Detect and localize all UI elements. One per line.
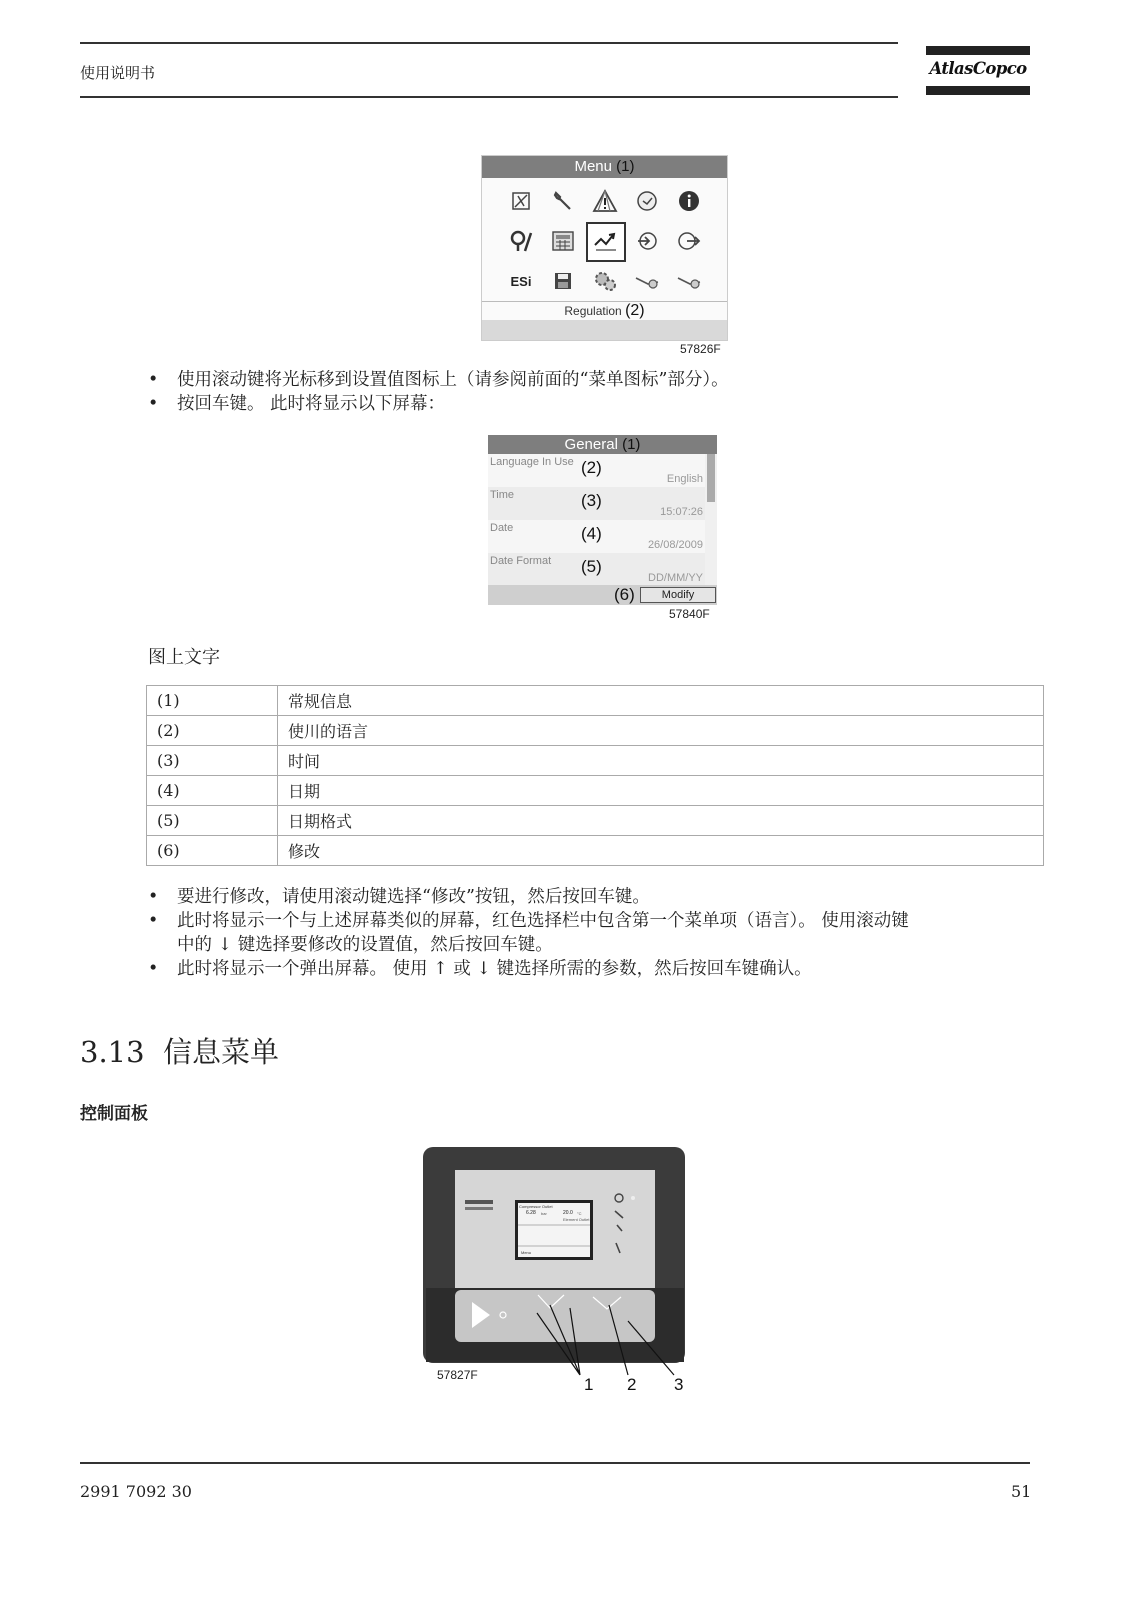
general-figure-code: 57840F xyxy=(669,607,710,621)
panel-screen-unit-1: bar xyxy=(541,1211,547,1216)
header-title: 使用说明书 xyxy=(80,64,156,82)
table-row: (1) 常规信息 xyxy=(147,686,1044,716)
header-bottom-rule xyxy=(80,96,898,98)
regulation-icon xyxy=(586,222,626,262)
setting-row-language: Language In Use (2) English xyxy=(490,456,703,485)
save-icon xyxy=(548,266,578,296)
bullet-text: 要进行修改，请使用滚动键选择“修改”按钮，然后按回车键。 xyxy=(177,887,650,907)
bullet-dot: • xyxy=(148,394,159,414)
menu-figure-code: 57826F xyxy=(680,342,721,356)
footer-rule xyxy=(80,1462,1030,1464)
setting-row-time: Time (3) 15:07:26 xyxy=(490,489,703,518)
bullet-dot: • xyxy=(148,370,159,390)
setting-row-date: Date (4) 26/08/2009 xyxy=(490,522,703,551)
esi-icon: ESi xyxy=(510,273,532,289)
menu-status-bar: Regulation (2) xyxy=(482,301,727,320)
legend-caption: 图上文字 xyxy=(148,647,220,668)
bullet-text: 使用滚动键将光标移到设置值图标上（请参阅前面的“菜单图标”部分）。 xyxy=(177,370,729,390)
panel-screen-status: Element Outlet xyxy=(563,1217,590,1222)
panel-screen-value-2: 20.0 xyxy=(563,1210,573,1216)
panel-figure-code: 57827F xyxy=(437,1368,478,1382)
subsection-heading: 控制面板 xyxy=(80,1104,148,1124)
table-row: (5) 日期格式 xyxy=(147,806,1044,836)
motor-icon xyxy=(674,266,704,296)
bullet-text: 此时将显示一个弹出屏幕。 使用 ↑ 或 ↓ 键选择所需的参数，然后按回车键确认。 xyxy=(177,959,812,979)
warning-icon xyxy=(590,186,620,216)
bullet-text-continued: 中的 ↓ 键选择要修改的设置值，然后按回车键。 xyxy=(177,935,553,955)
panel-screen-value-1: 6.28 xyxy=(526,1210,536,1216)
table-row: (3) 时间 xyxy=(147,746,1044,776)
tools-icon xyxy=(506,226,536,256)
page-number: 51 xyxy=(1011,1482,1032,1501)
bullet-text: 按回车键。 此时将显示以下屏幕： xyxy=(177,394,446,414)
doc-number: 2991 7092 30 xyxy=(80,1482,192,1501)
table-row: (4) 日期 xyxy=(147,776,1044,806)
callout-2: 2 xyxy=(627,1375,637,1394)
table-row: (6) 修改 xyxy=(147,836,1044,866)
menu-screen-title: Menu (1) xyxy=(482,156,727,178)
info-icon xyxy=(674,186,704,216)
menu-screen-figure xyxy=(481,155,728,341)
table-row: (2) 使川的语言 xyxy=(147,716,1044,746)
general-footer-bar: (6) Modify xyxy=(488,585,717,605)
legend-table xyxy=(146,685,1044,866)
motor-icon xyxy=(632,266,662,296)
bullet-text: 此时将显示一个与上述屏幕类似的屏幕，红色选择栏中包含第一个菜单项（语言）。 使用滚动键 xyxy=(177,911,909,931)
settings-icon xyxy=(590,266,620,296)
graph-icon xyxy=(506,186,536,216)
general-screen-title: General (1) xyxy=(488,435,717,454)
panel-screen-title: Compressor Outlet xyxy=(519,1204,553,1209)
back-arrow-icon xyxy=(632,226,662,256)
forward-arrow-icon xyxy=(674,226,704,256)
panel-screen-unit-2: °C xyxy=(577,1211,582,1216)
control-panel-figure xyxy=(420,1145,710,1395)
atlas-copco-logo: AtlasCopco xyxy=(926,46,1030,98)
bullet-dot: • xyxy=(148,911,159,931)
bullet-dot: • xyxy=(148,959,159,979)
clock-icon xyxy=(632,186,662,216)
header-top-rule xyxy=(80,42,898,44)
calculator-icon xyxy=(548,226,578,256)
callout-1: 1 xyxy=(584,1375,594,1394)
setting-row-date-format: Date Format (5) DD/MM/YY xyxy=(490,555,703,584)
wrench-icon xyxy=(548,186,578,216)
callout-3: 3 xyxy=(674,1375,684,1394)
general-screen-figure xyxy=(488,435,717,605)
bullet-dot: • xyxy=(148,887,159,907)
menu-footer-bar xyxy=(482,320,727,340)
modify-button: Modify xyxy=(640,587,716,603)
panel-screen-menu: Menu xyxy=(521,1250,532,1255)
scrollbar xyxy=(705,454,717,602)
section-heading: 3.13 信息菜单 xyxy=(80,1035,280,1069)
